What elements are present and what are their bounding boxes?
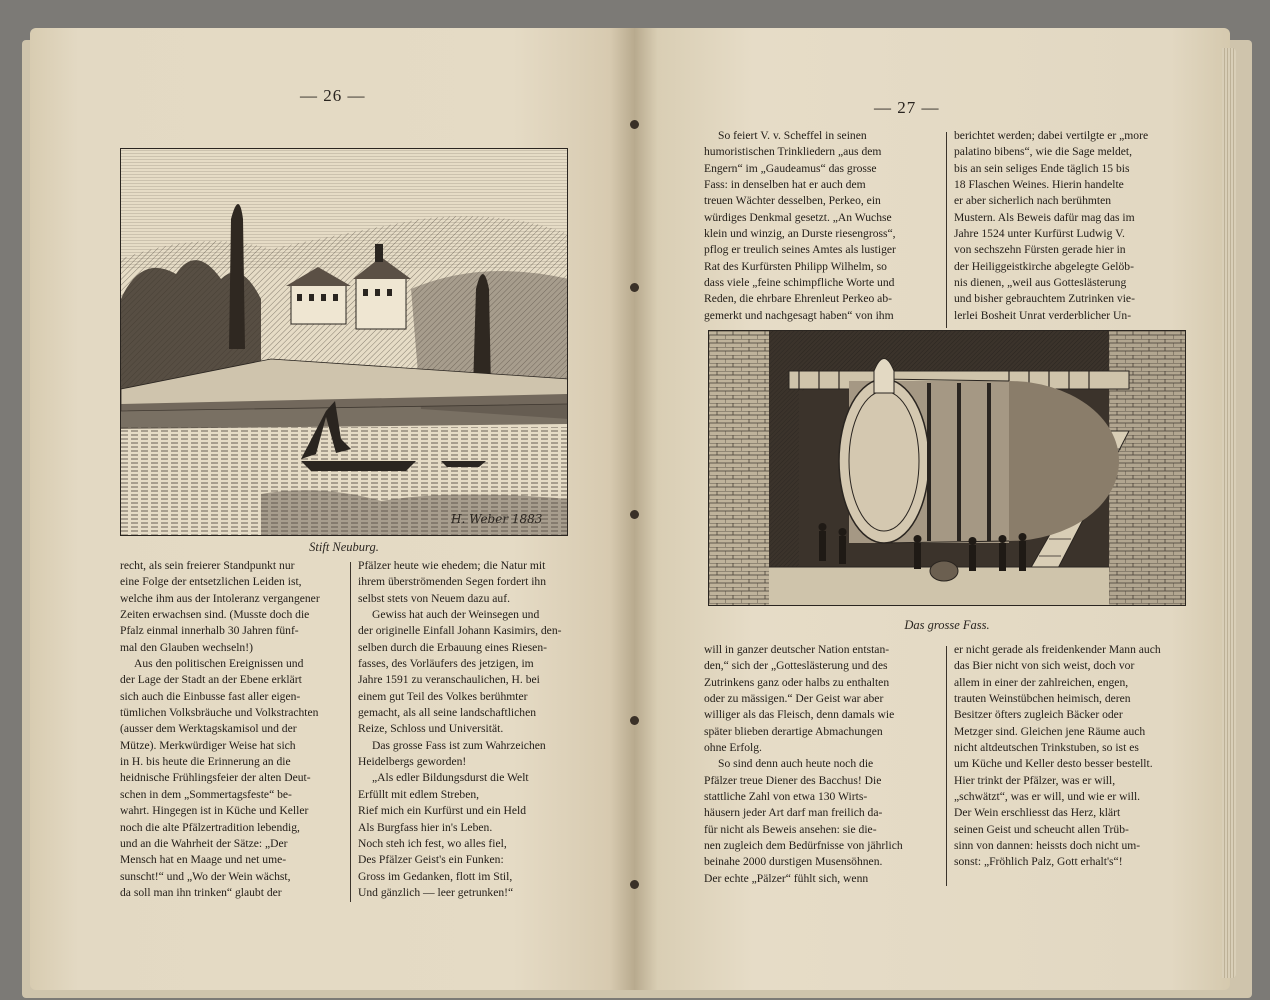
text-line: Engern“ im „Gaudeamus“ das grosse xyxy=(704,161,877,175)
page-edges xyxy=(1222,48,1236,978)
engraving-grosses-fass-icon xyxy=(708,330,1186,606)
text-line: stattliche Zahl von etwa 130 Wirts- xyxy=(704,790,868,804)
text-line: nicht altdeutschen Trinkstuben, so ist es xyxy=(954,741,1139,755)
text-line: So sind denn auch heute noch die xyxy=(718,757,874,771)
text-line: Hier trinkt der Pfälzer, was er will, xyxy=(954,773,1116,787)
text-line: eine Folge der entsetzlichen Leiden ist, xyxy=(120,575,302,589)
caption-grosses-fass: Das grosse Fass. xyxy=(904,618,990,632)
text-line: sinn von dannen: heissts doch nicht um- xyxy=(954,839,1141,853)
text-line: welche ihm aus der Intoleranz vergangener xyxy=(120,591,320,605)
binding-stitch xyxy=(630,510,639,519)
text-line: Das grosse Fass ist zum Wahrzeichen xyxy=(372,738,546,752)
text-line: später blieben derartige Abmachungen xyxy=(704,724,883,738)
right-top-column-2 xyxy=(954,128,1186,324)
text-line: ohne Erfolg. xyxy=(704,741,762,755)
text-line: So feiert V. v. Scheffel in seinen xyxy=(718,129,867,142)
text-line: Pfälzer heute wie ehedem; die Natur mit xyxy=(358,559,546,572)
text-line: nen zugleich dem Bedürfnisse von jährlich xyxy=(704,839,903,853)
text-line: palatino bibens“, wie die Sage meldet, xyxy=(954,145,1133,159)
text-line: einem gut Teil des Volkes berühmter xyxy=(358,689,528,703)
page-number-26: — 26 — xyxy=(300,86,366,105)
text-line: berichtet werden; dabei vertilgte er „more xyxy=(954,129,1149,142)
text-line: Des Pfälzer Geist's ein Funken: xyxy=(358,853,504,867)
text-line: sonst: „Fröhlich Palz, Gott erhalt's“! xyxy=(954,855,1123,869)
text-line: Zeiten erwachsen sind. (Musste doch die xyxy=(120,608,310,622)
text-line: Pfälzer treue Diener des Bacchus! Die xyxy=(704,773,882,787)
text-line: Metzger sind. Gleichen jene Räume auch xyxy=(954,724,1146,738)
text-line: Rat des Kurfürsten Philipp Wilhelm, so xyxy=(704,259,887,273)
text-line: lerlei Bosheit Unrat verderblicher Un- xyxy=(954,308,1132,322)
text-line: nis dienen, „weil aus Gotteslästerung xyxy=(954,276,1127,290)
text-line: und bisher gebrauchtem Zutrinken vie- xyxy=(954,292,1135,306)
text-line: allem in einer der zahlreichen, engen, xyxy=(954,675,1129,689)
text-line: Reize, Schloss und Universität. xyxy=(358,722,504,736)
text-line: Heidelbergs geworden! xyxy=(358,755,467,769)
text-line: mal den Glauben wechseln!) xyxy=(120,640,253,654)
text-line: Jahre 1591 zu veranschaulichen, H. bei xyxy=(358,673,540,687)
text-line: noch die alte Pfälzertradition lebendig, xyxy=(120,820,300,834)
text-line: fasses, des Vorläufers des jetzigen, im xyxy=(358,657,534,671)
text-line: der Lage der Stadt an der Ebene erklärt xyxy=(120,673,302,687)
text-line: selben durch die Erbauung eines Riesen- xyxy=(358,640,547,654)
text-line: Mütze). Merkwürdiger Weise hat sich xyxy=(120,738,296,752)
text-line: für nicht als Beweis ansehen: sie die- xyxy=(704,822,877,836)
right-bottom-column-2 xyxy=(954,642,1188,871)
text-line: Besitzer öfters zugleich Bäcker oder xyxy=(954,708,1123,722)
text-line: häusern jeder Art darf man freilich da- xyxy=(704,806,883,820)
column-rule xyxy=(946,132,947,328)
text-line: um Küche und Keller desto besser bestellt. xyxy=(954,757,1153,771)
text-line: Und gänzlich — leer getrunken!“ xyxy=(358,885,514,899)
text-line: Jahre 1524 unter Kurfürst Ludwig V. xyxy=(954,227,1125,241)
right-page xyxy=(634,28,1230,990)
text-line: recht, als sein freierer Standpunkt nur xyxy=(120,559,295,572)
text-line: klein und winzig, an Durste riesengross“, xyxy=(704,227,896,241)
text-line: den,“ sich der „Gotteslästerung und des xyxy=(704,659,888,673)
binding-stitch xyxy=(630,716,639,725)
text-line: und an die Wahrheit der Sätze: „Der xyxy=(120,836,288,850)
text-line: Aus den politischen Ereignissen und xyxy=(134,657,304,671)
text-line: schen in dem „Sommertagsfeste“ be- xyxy=(120,787,292,801)
text-line: Zutrinkens ganz oder halbs zu enthalten xyxy=(704,675,890,689)
column-rule xyxy=(946,646,947,886)
text-line: williger als das Fleisch, denn damals wie xyxy=(704,708,895,722)
text-line: humoristischen Trinkliedern „aus dem xyxy=(704,145,882,159)
text-line: in H. bis heute die Erinnerung an die xyxy=(120,755,291,769)
text-line: Der echte „Pälzer“ fühlt sich, wenn xyxy=(704,871,869,885)
text-line: ihrem überströmenden Segen fordert ihn xyxy=(358,575,547,589)
right-bottom-column-1 xyxy=(704,642,940,887)
text-line: „schwätzt“, was er will, und wie er will. xyxy=(954,790,1141,804)
engraving-stift-neuburg-icon xyxy=(120,148,568,536)
text-line: bis an sein seliges Ende täglich 15 bis xyxy=(954,161,1130,175)
text-line: er aber sicherlich nach berühmten xyxy=(954,194,1112,208)
text-line: tümlichen Volksbräuche und Volkstrachten xyxy=(120,706,319,720)
text-line: selbst stets von Neuem dazu auf. xyxy=(358,591,510,605)
text-line: Rief mich ein Kurfürst und ein Held xyxy=(358,804,527,818)
text-line: trauten Weinstübchen heimisch, deren xyxy=(954,692,1131,706)
open-book xyxy=(30,28,1230,990)
binding-stitch xyxy=(630,880,639,889)
text-line: seinen Geist und scheucht allen Trüb- xyxy=(954,822,1129,836)
binding-stitch xyxy=(630,120,639,129)
right-top-column-1 xyxy=(704,128,938,324)
binding-stitch xyxy=(630,283,639,292)
caption-stift-neuburg: Stift Neuburg. xyxy=(309,540,379,554)
text-line: Pfalz einmal innerhalb 30 Jahren fünf- xyxy=(120,624,299,638)
text-line: treuen Wächter desselben, Perkeo, ein xyxy=(704,194,881,208)
text-line: „Als edler Bildungsdurst die Welt xyxy=(372,771,529,785)
text-line: Der Wein erschliesst das Herz, klärt xyxy=(954,806,1121,820)
text-line: Mustern. Als Beweis dafür mag das im xyxy=(954,210,1135,224)
text-line: Fass: in denselben hat er auch dem xyxy=(704,178,866,192)
page-number-27: — 27 — xyxy=(874,98,940,117)
text-line: wahrt. Hingegen ist in Küche und Keller xyxy=(120,804,309,818)
text-line: oder zu mässigen.“ Der Geist war aber xyxy=(704,692,884,706)
text-line: Als Burgfass hier in's Leben. xyxy=(358,820,493,834)
left-page xyxy=(30,28,634,990)
text-line: heidnische Frühlingsfeier der alten Deut- xyxy=(120,771,311,785)
text-line: gemacht, als all seine landschaftlichen xyxy=(358,706,537,720)
text-line: Mensch hat en Maage und net ume- xyxy=(120,853,287,867)
column-rule xyxy=(350,562,351,902)
left-column-2 xyxy=(358,558,570,901)
text-line: das Bier nicht von sich weist, doch vor xyxy=(954,659,1135,673)
text-line: Gewiss hat auch der Weinsegen und xyxy=(372,608,540,622)
text-line: Erfüllt mit edlem Streben, xyxy=(358,787,480,801)
text-line: 18 Flaschen Weines. Hierin handelte xyxy=(954,178,1124,192)
text-line: würdiges Denkmal gesetzt. „An Wuchse xyxy=(704,210,892,224)
text-line: sich auch die Einbusse fast aller eigen- xyxy=(120,689,301,703)
text-line: Reden, die ehrbare Ehrenleut Perkeo ab- xyxy=(704,292,892,306)
text-line: der Heiliggeistkirche abgelegte Gelöb- xyxy=(954,259,1134,273)
text-line: da soll man ihn trinken“ glaubt der xyxy=(120,885,282,899)
text-line: sunscht!“ und „Wo der Wein wächst, xyxy=(120,869,291,883)
text-line: gemerkt und nachgesagt haben“ von ihm xyxy=(704,308,894,322)
text-line: pflog er treulich seines Amtes als lustiger xyxy=(704,243,896,257)
text-line: will in ganzer deutscher Nation entstan- xyxy=(704,643,890,656)
signature-text: H. Weber 1883 xyxy=(451,512,543,526)
text-line: (ausser dem Werktagskamisol und der xyxy=(120,722,297,736)
text-line: beinahe 2000 durstigen Musensöhnen. xyxy=(704,855,883,869)
left-column-1 xyxy=(120,558,342,901)
text-line: der originelle Einfall Johann Kasimirs, den- xyxy=(358,624,562,638)
text-line: er nicht gerade als freidenkender Mann auch xyxy=(954,643,1161,656)
text-line: Gross im Gedanken, flott im Stil, xyxy=(358,869,513,883)
text-line: Noch steh ich fest, wo alles fiel, xyxy=(358,836,507,850)
text-line: dass viele „feine schimpfliche Worte und xyxy=(704,276,895,290)
text-line: von sechszehn Fürsten gerade hier in xyxy=(954,243,1126,257)
